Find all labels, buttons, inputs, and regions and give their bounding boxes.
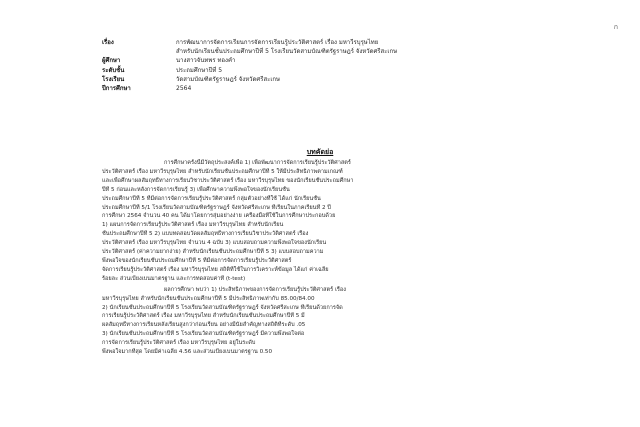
meta-value xyxy=(176,38,572,56)
document-metadata xyxy=(102,38,572,93)
abstract-line: ประวัติศาสตร์ เรื่อง มหาวีรบุรุษไทย สำหรับนักเรียนชั้นประถมศึกษาปีที่ 5 ให้มีประสิทธิภาพตามเกณฑ์ xyxy=(102,168,343,175)
abstract-line: มหาวีรบุรุษไทย สำหรับนักเรียนชั้นประถมศึกษาปีที่ 5 มีประสิทธิภาพเท่ากับ 85.00/84.00 xyxy=(102,295,315,302)
meta-value xyxy=(176,56,572,65)
meta-value xyxy=(176,84,572,93)
abstract-line: การศึกษา 2564 จำนวน 40 คน ได้มาโดยการสุ่มอย่างง่าย เครื่องมือที่ใช้ในการศึกษาประกอบด้วย xyxy=(102,213,336,220)
meta-value xyxy=(176,66,572,75)
abstract-body xyxy=(102,159,572,357)
meta-row xyxy=(102,66,572,75)
meta-value-line: 2564 xyxy=(176,85,192,93)
abstract-line: และเพื่อศึกษาผลสัมฤทธิ์ทางการเรียนวิชาประวัติศาสตร์ เรื่อง มหาวีรบุรุษไทย ของนักเรียนชั้นประถมศึกษา xyxy=(102,177,354,184)
abstract-line: พึงพอใจมากที่สุด โดยมีค่าเฉลี่ย 4.56 และส่วนเบี่ยงเบนมาตรฐาน 0.50 xyxy=(102,349,273,356)
meta-value-line: นางสาวจันทพร ทองคำ xyxy=(176,57,236,65)
abstract-line: 1) แผนการจัดการเรียนรู้ประวัติศาสตร์ เรื่อง มหาวีรบุรุษไทย สำหรับนักเรียน xyxy=(102,222,284,229)
abstract-line: 2) นักเรียนชั้นประถมศึกษาปีที่ 5 โรงเรียนวัดสามบัณฑิตรัฐราษฎร์ จังหวัดศรีสะเกษ ที่เรียนด้วยการจัด xyxy=(102,304,343,311)
meta-label: ระดับชั้น xyxy=(102,66,125,74)
abstract-line: 3) นักเรียนชั้นประถมศึกษาปีที่ 5 โรงเรียนวัดสามบัณฑิตรัฐราษฎร์ มีความพึงพอใจต่อ xyxy=(102,331,305,338)
abstract-line: การเรียนรู้ประวัติศาสตร์ เรื่อง มหาวีรบุรุษไทย สำหรับนักเรียนชั้นประถมศึกษาปีที่ 5 มี xyxy=(102,313,305,320)
meta-label: ผู้ศึกษา xyxy=(102,57,121,65)
meta-value-line: วัดสามบัณฑิตรัฐราษฎร์ จังหวัดศรีสะเกษ xyxy=(176,75,280,83)
abstract-line: ชั้นประถมศึกษาปีที่ 5 2) แบบทดสอบวัดผลสัมฤทธิ์ทางการเรียนวิชาประวัติศาสตร์ เรื่อง xyxy=(102,231,309,238)
meta-row xyxy=(102,75,572,84)
abstract-line: ร้อยละ ส่วนเบี่ยงเบนมาตรฐาน และการทดสอบค่าที (t-test) xyxy=(102,275,246,282)
meta-row xyxy=(102,38,572,56)
meta-label: เรื่อง xyxy=(102,39,114,46)
abstract-line: การศึกษาครั้งนี้มีวัตถุประสงค์เพื่อ 1) เพื่อพัฒนาการจัดการเรียนรู้ประวัติศาสตร์ xyxy=(164,160,351,166)
meta-value-line: การพัฒนาการจัดการเรียนการจัดการเรียนรู้ประวัติศาสตร์ เรื่อง มหาวีรบุรุษไทย xyxy=(176,39,379,46)
abstract-line: ผลการศึกษา พบว่า 1) ประสิทธิภาพของการจัดการเรียนรู้ประวัติศาสตร์ เรื่อง xyxy=(164,286,346,293)
meta-row xyxy=(102,84,572,93)
meta-value-line: สำหรับนักเรียนชั้นประถมศึกษาปีที่ 5 โรงเรียนวัดสามบัณฑิตรัฐราษฎร์ จังหวัดศรีสะเกษ xyxy=(176,48,398,56)
meta-value-line: ประถมศึกษาปีที่ 5 xyxy=(176,66,223,74)
abstract-line: ผลสัมฤทธิ์ทางการเรียนหลังเรียนสูงกว่าก่อนเรียน อย่างมีนัยสำคัญทางสถิติที่ระดับ .05 xyxy=(102,322,306,329)
abstract-line: ประวัติศาสตร์ (ค่าความยากง่าย) สำหรับนักเรียนชั้นประถมศึกษาปีที่ 5 3) แบบสอบถามความ xyxy=(102,249,324,256)
page-number: ก xyxy=(613,23,618,31)
abstract-line: พึงพอใจของนักเรียนชั้นประถมศึกษาปีที่ 5 ที่มีต่อการจัดการเรียนรู้ประวัติศาสตร์ xyxy=(102,257,292,264)
abstract-line: ประถมศึกษาปีที่ 5 ที่มีต่อการจัดการเรียนรู้ประวัติศาสตร์ กลุ่มตัวอย่างที่ใช้ ได้แก่ นักเรียนชั้น xyxy=(102,195,321,202)
abstract-line: จัดการเรียนรู้ประวัติศาสตร์ เรื่อง มหาวีรบุรุษไทย สถิติที่ใช้ในการวิเคราะห์ข้อมูล ได้แก่ ค่าเฉลี่ย xyxy=(102,266,329,273)
meta-value xyxy=(176,75,572,84)
abstract-line: ประวัติศาสตร์ เรื่อง มหาวีรบุรุษไทย จำนวน 4 ฉบับ 3) แบบสอบถามความพึงพอใจของนักเรียน xyxy=(102,240,327,247)
abstract-line: ประถมศึกษาปีที่ 5/1 โรงเรียนวัดสามบัณฑิตรัฐราษฎร์ จังหวัดศรีสะเกษ ที่เรียนในภาคเรียนที่ 2 ปี xyxy=(102,204,331,211)
abstract-paragraph xyxy=(102,159,572,284)
abstract-line: การจัดการเรียนรู้ประวัติศาสตร์ เรื่อง มหาวีรบุรุษไทย อยู่ในระดับ xyxy=(102,340,256,347)
abstract-line: ปีที่ 5 ก่อนและหลังการจัดการเรียนรู้ 3) เพื่อศึกษาความพึงพอใจของนักเรียนชั้น xyxy=(102,186,290,193)
meta-row xyxy=(102,56,572,65)
abstract-title: บทคัดย่อ xyxy=(306,148,334,156)
abstract-paragraph xyxy=(102,286,572,357)
meta-label: โรงเรียน xyxy=(102,75,125,83)
meta-label: ปีการศึกษา xyxy=(102,85,131,93)
